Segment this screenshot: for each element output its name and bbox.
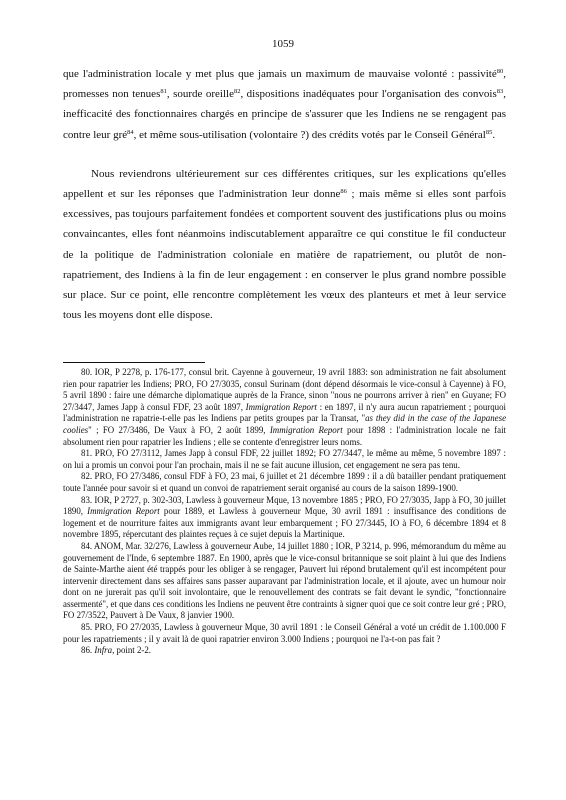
text-run: 80. IOR, P 2278, p. 176-177, consul brit. Cayenne à gouverneur, 19 avril 1883: son administration ne fait absolument rien pour rapatrier les Indiens; PRO, FO 27/3035, consul Surinam (dont dépend désormais le vice-consul à Cayenne) à FO, 5 avril 1890 : faire une démarche diplomatique auprès de la France, sinon "nous ne pourrons arriver à rien" en Guyane; FO 27/3447, James Japp à consul FDF, 23 août 1897, bbox=[63, 367, 506, 412]
text-run: ; mais même si elles sont parfois excessives, pas toujours parfaitement fondées et comportent souvent des justifications plus ou moins convaincantes, elles font néanmoins indiscutablement apparaître ce qui constitue le fil conducteur de la politique de l'administration coloniale en matière de rapatriement, ou plutôt de non-rapatriement, des Indiens à la fin de leur engagement : en conserver le plus grand nombre possible sur place. Sur ce point, elle rencontre complètement les vœux des planteurs et met à leur service tous les moyens dont elle dispose. bbox=[63, 188, 506, 322]
text-run: , promesses non tenues bbox=[63, 68, 506, 101]
footnote bbox=[63, 448, 506, 471]
footnotes-section bbox=[63, 367, 506, 657]
text-run: Nous reviendrons ultérieurement sur ces différentes critiques, sur les explications qu'elles appellent et sur les réponses que l'administration leur donne bbox=[63, 167, 506, 201]
italic-text: as they did in the case of the Japanese coolies bbox=[63, 413, 507, 435]
text-run: " ; FO 27/3486, De Vaux à FO, 2 août 1899, bbox=[88, 424, 270, 435]
paragraph bbox=[63, 164, 506, 326]
text-run: , et même sous-utilisation (volontaire ?) des crédits votés par le Conseil Général bbox=[133, 128, 486, 141]
footnote bbox=[63, 495, 506, 541]
text-run: 81. PRO, FO 27/3112, James Japp à consul FDF, 22 juillet 1892; FO 27/3447, le même au même, 5 novembre 1897 : on lui a promis un convoi pour l'an prochain, mais il ne se fait aucune illusion, cet engagement ne sera pas tenu. bbox=[63, 448, 506, 470]
footnote-reference: 83 bbox=[496, 88, 504, 96]
footnote-reference: 86 bbox=[340, 188, 347, 196]
footnote bbox=[63, 541, 506, 622]
text-run: que l'administration locale y met plus que jamais un maximum de mauvaise volonté : passivité bbox=[63, 68, 497, 80]
italic-text: Immigration Report bbox=[87, 506, 160, 517]
footnote-reference: 81 bbox=[160, 88, 167, 96]
page-number: 1059 bbox=[272, 38, 294, 50]
text-run: , sourde oreille bbox=[166, 88, 234, 101]
text-run: pour 1889, et Lawless à gouverneur Mque, 30 avril 1891 : insuffisance des conditions de logement et de nourriture faites aux immigrants avant leur embarquement ; FO 27/3445, IO à FO, 6 décembre 1894 et 8 novembre 1895, répercutant des plaintes reçues à ce sujet depuis la Martinique. bbox=[63, 506, 507, 540]
text-run: 86. bbox=[81, 645, 95, 656]
footnote bbox=[63, 367, 506, 448]
text-run: . bbox=[492, 128, 496, 141]
footnote-reference: 80 bbox=[496, 68, 504, 75]
paragraph bbox=[63, 64, 506, 145]
italic-text: Immigration Report bbox=[269, 424, 343, 435]
italic-text: Infra bbox=[94, 645, 113, 656]
footnote bbox=[63, 645, 506, 657]
text-run: , dispositions inadéquates pour l'organisation des convois bbox=[240, 88, 497, 101]
text-run: 84. ANOM, Mar. 32/276, Lawless à gouverneur Aube, 14 juillet 1880 ; IOR, P 3214, p. 996, mémorandum du même au gouvernement de l'Inde, 6 septembre 1887. En 1900, après que le vice-consul britannique se soit plaint à lui que des Indiens de Sainte-Marthe aient été trappés pour les obliger à se rengager, Pauvert lui répond brutalement qu'il est incompétent pour intervenir directement dans ses affaires sans passer auparavant par l'administration locale, et il ajoute, avec un humour noir dont on ne jurerait pas qu'il soit involontaire, que le renouvellement des contrats se fait devant le syndic, "fonctionnaire assermenté", et que dans ces conditions les Indiens ne peuvent être contraints à signer quoi que ce soit contre leur gré ; PRO, FO 27/3522, Pauvert à De Vaux, 8 janvier 1900. bbox=[63, 540, 506, 621]
italic-text: Immigration Report bbox=[245, 401, 317, 412]
footnote-separator-rule bbox=[63, 362, 205, 363]
text-run: pour 1898 : l'administration locale ne fait absolument rien pour rapatrier les Indiens ; elle se contente d'enregistrer leurs noms. bbox=[63, 424, 506, 447]
main-body-text bbox=[63, 64, 506, 325]
text-run: 82. PRO, FO 27/3486, consul FDF à FO, 23 mai, 6 juillet et 21 décembre 1899 : il a dû batailler pendant pratiquement toute l'année pour savoir si et quand un convoi de rapatriement serait organisé au cours de la saison 1899-1900. bbox=[63, 471, 506, 493]
footnote-reference: 82 bbox=[233, 88, 241, 96]
footnote bbox=[63, 622, 506, 645]
footnote bbox=[63, 471, 506, 494]
footnote-reference: 85 bbox=[485, 128, 493, 136]
text-run: 85. PRO, FO 27/2035, Lawless à gouverneur Mque, 30 avril 1891 : le Conseil Général a voté un crédit de 1.100.000 F pour les rapatriements ; il y avait là de quoi rapatrier environ 3.000 Indiens ; pourquoi ne l'a-t-on pas fait ? bbox=[63, 622, 506, 644]
text-run: , inefficacité des fonctionnaires chargés en principe de s'assurer que les Indiens ne se rengagent pas contre leur gré bbox=[63, 88, 506, 141]
text-run: 83. IOR, P 2727, p. 302-303, Lawless à gouverneur Mque, 13 novembre 1885 ; PRO, FO 27/3035, Japp à FO, 30 juillet 1890, bbox=[63, 494, 506, 517]
text-run: : en 1897, il n'y aura aucun rapatriement ; pourquoi l'administration ne rapatrie-t-elle pas les Indiens par petits groupes par la Transat, " bbox=[63, 401, 507, 424]
footnote-reference: 84 bbox=[127, 128, 134, 136]
text-run: , point 2-2. bbox=[112, 645, 152, 656]
